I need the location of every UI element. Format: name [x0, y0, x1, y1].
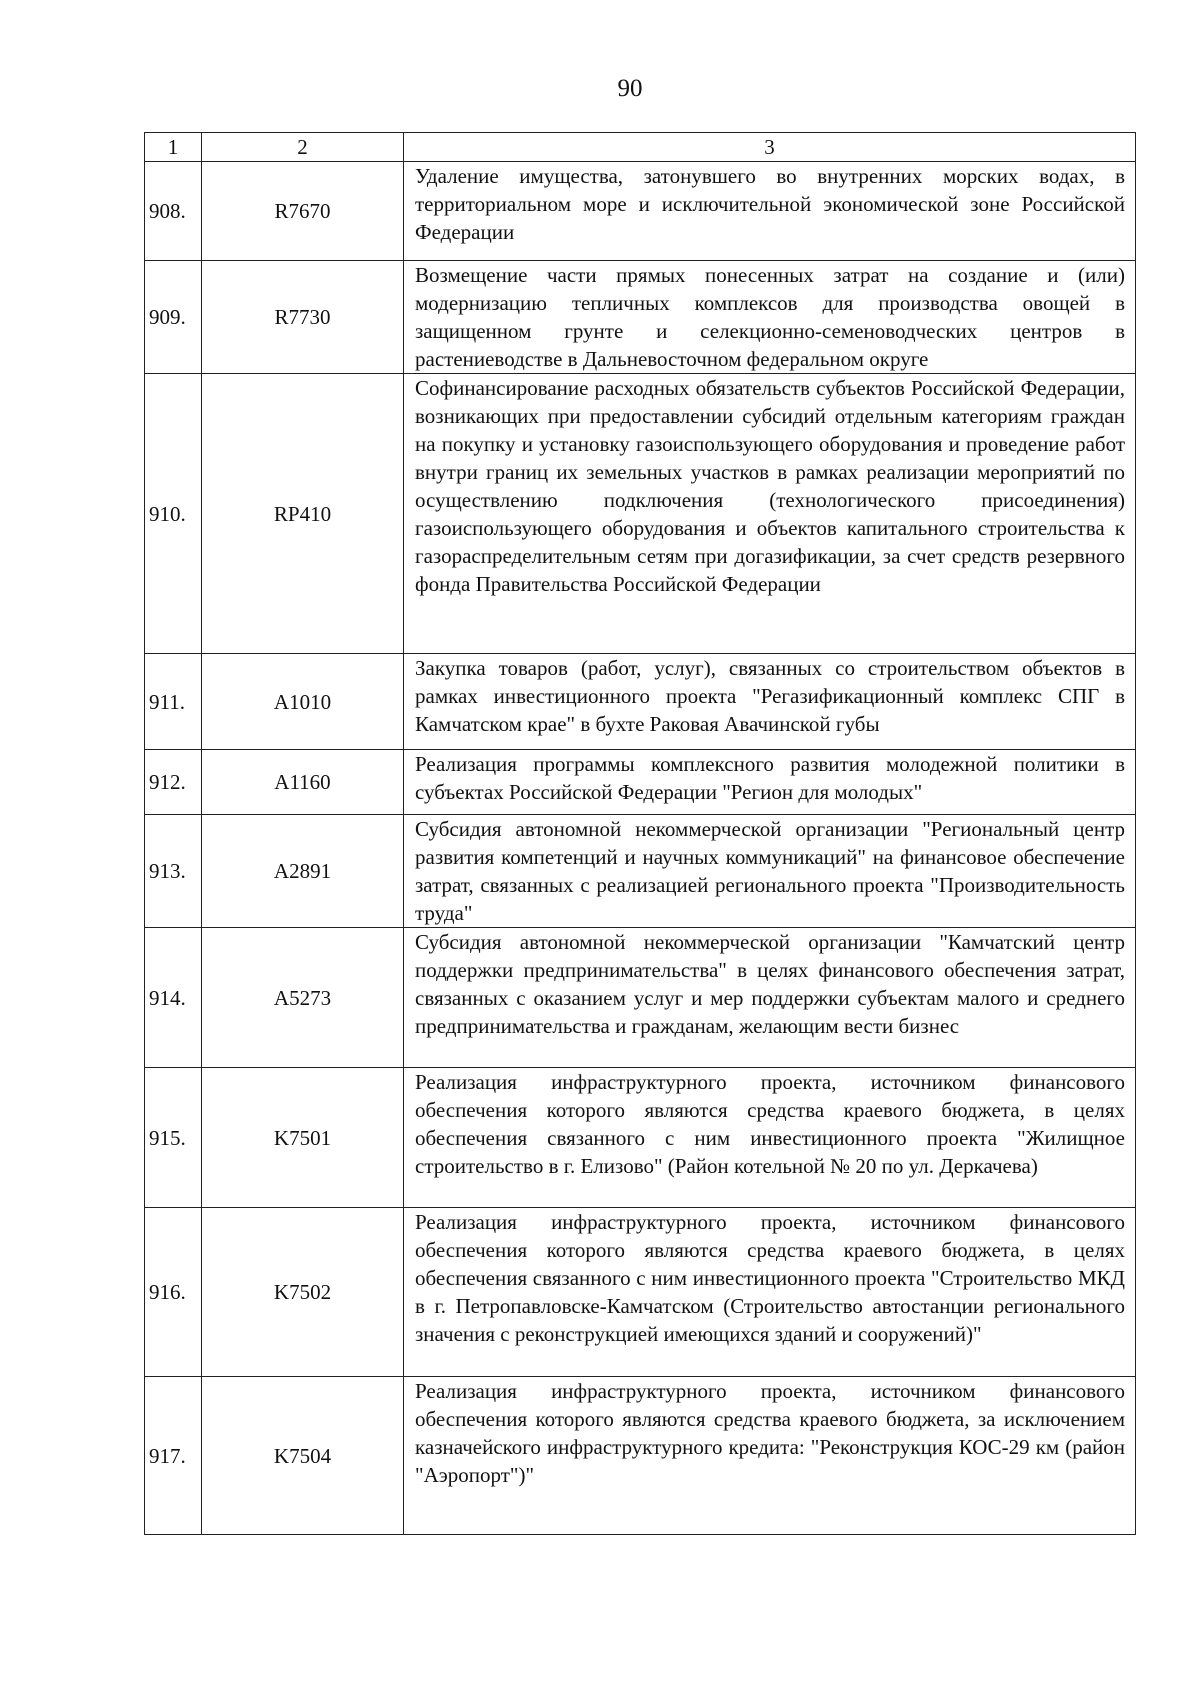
table-row: [145, 1068, 1136, 1208]
row-code: R7730: [202, 261, 404, 374]
table-row: [145, 1208, 1136, 1377]
row-description: Закупка товаров (работ, услуг), связанных со строительством объектов в рамках инвестиционного проекта "Регазификационный комплекс СПГ в Камчатском крае" в бухте Раковая Авачинской губы: [404, 654, 1136, 750]
header-cell-number: 1: [145, 133, 202, 162]
row-description: Реализация программы комплексного развития молодежной политики в субъектах Российской Федерации "Регион для молодых": [404, 750, 1136, 815]
row-number: 915.: [145, 1068, 202, 1208]
budget-codes-table: [144, 132, 1136, 1535]
row-description: Удаление имущества, затонувшего во внутренних морских водах, в территориальном море и исключительной экономической зоне Российской Федерации: [404, 162, 1136, 261]
row-number: 916.: [145, 1208, 202, 1377]
row-code: K7504: [202, 1377, 404, 1535]
page-number: 90: [617, 75, 643, 102]
row-code: K7502: [202, 1208, 404, 1377]
row-number: 914.: [145, 928, 202, 1068]
row-number: 911.: [145, 654, 202, 750]
row-description: Возмещение части прямых понесенных затрат на создание и (или) модернизацию тепличных комплексов для производства овощей в защищенном грунте и селекционно-семеноводческих центров в растениеводстве в Дальневосточном федеральном округе: [404, 261, 1136, 374]
table-row: [145, 750, 1136, 815]
row-number: 910.: [145, 374, 202, 654]
row-number: 909.: [145, 261, 202, 374]
row-number: 913.: [145, 815, 202, 928]
row-number: 908.: [145, 162, 202, 261]
header-cell-description: 3: [404, 133, 1136, 162]
table-header-row: [145, 133, 1136, 162]
table-row: [145, 162, 1136, 261]
row-description: Софинансирование расходных обязательств субъектов Российской Федерации, возникающих при предоставлении субсидий отдельным категориям граждан на покупку и установку газоиспользующего оборудования и проведение работ внутри границ их земельных участков в рамках реализации мероприятий по осуществлению подключения (технологического присоединения) газоиспользующего оборудования и объектов капитального строительства к газораспределительным сетям при догазификации, за счет средств резервного фонда Правительства Российской Федерации: [404, 374, 1136, 654]
row-description: Реализация инфраструктурного проекта, источником финансового обеспечения которого являются средства краевого бюджета, за исключением казначейского инфраструктурного кредита: "Реконструкция КОС-29 км (район "Аэропорт")": [404, 1377, 1136, 1535]
row-description: Реализация инфраструктурного проекта, источником финансового обеспечения которого являются средства краевого бюджета, в целях обеспечения связанного с ним инвестиционного проекта "Жилищное строительство в г. Елизово" (Район котельной № 20 по ул. Деркачева): [404, 1068, 1136, 1208]
row-code: R7670: [202, 162, 404, 261]
row-number: 917.: [145, 1377, 202, 1535]
row-code: A2891: [202, 815, 404, 928]
row-code: A1160: [202, 750, 404, 815]
row-code: A5273: [202, 928, 404, 1068]
row-number: 912.: [145, 750, 202, 815]
table-row: [145, 1377, 1136, 1535]
row-description: Реализация инфраструктурного проекта, источником финансового обеспечения которого являются средства краевого бюджета, в целях обеспечения связанного с ним инвестиционного проекта "Строительство МКД в г. Петропавловске-Камчатском (Строительство автостанции регионального значения с реконструкцией имеющихся зданий и сооружений)": [404, 1208, 1136, 1377]
row-description: Субсидия автономной некоммерческой организации "Камчатский центр поддержки предпринимательства" в целях финансового обеспечения затрат, связанных с оказанием услуг и мер поддержки субъектам малого и среднего предпринимательства и гражданам, желающим вести бизнес: [404, 928, 1136, 1068]
table-row: [145, 928, 1136, 1068]
row-code: A1010: [202, 654, 404, 750]
table-row: [145, 654, 1136, 750]
table-row: [145, 815, 1136, 928]
row-description: Субсидия автономной некоммерческой организации "Региональный центр развития компетенций и научных коммуникаций" на финансовое обеспечение затрат, связанных с реализацией регионального проекта "Производительность труда": [404, 815, 1136, 928]
header-cell-code: 2: [202, 133, 404, 162]
table-row: [145, 374, 1136, 654]
table-row: [145, 261, 1136, 374]
row-code: K7501: [202, 1068, 404, 1208]
row-code: RP410: [202, 374, 404, 654]
